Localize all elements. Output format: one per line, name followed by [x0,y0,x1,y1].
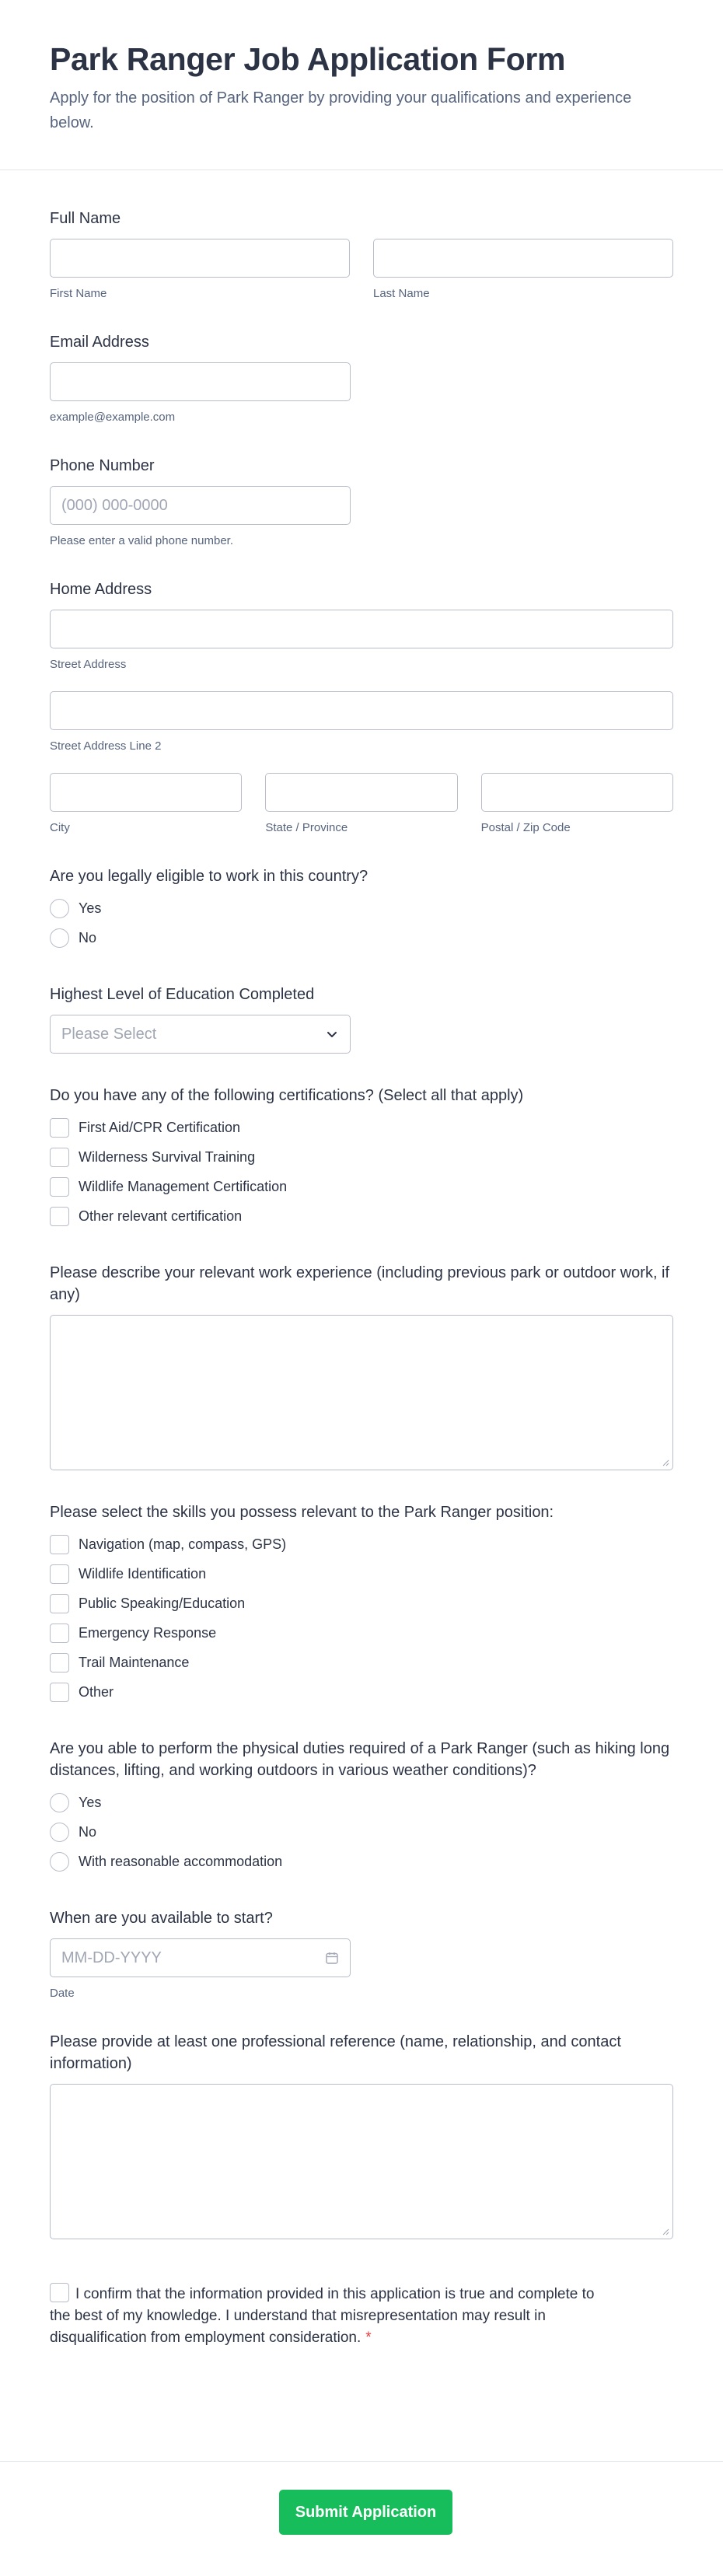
checkbox[interactable] [50,1535,69,1554]
cert-option[interactable] [50,1113,673,1142]
phone-input[interactable] [50,486,351,525]
start-date-label: When are you available to start? [50,1910,273,1927]
option-label: Yes [79,1794,102,1810]
eligibility-field [50,865,673,952]
first-name-input[interactable] [50,239,350,278]
last-name-sublabel: Last Name [373,287,430,300]
radio-button[interactable] [50,928,69,948]
skills-field [50,1501,673,1707]
address-field [50,578,673,834]
checkbox[interactable] [50,1683,69,1702]
street-address-sublabel: Street Address [50,658,127,671]
city-sublabel: City [50,821,70,834]
physical-option-no[interactable] [50,1817,673,1847]
experience-textarea[interactable] [50,1315,673,1470]
option-label: Public Speaking/Education [79,1595,246,1611]
certifications-label: Do you have any of the following certifications? (Select all that apply) [50,1087,524,1104]
skill-option[interactable] [50,1559,673,1589]
phone-label: Phone Number [50,457,155,474]
resize-grip-icon[interactable] [662,1459,669,1466]
radio-button[interactable] [50,1852,69,1872]
email-field [50,331,673,424]
last-name-input[interactable] [373,239,673,278]
phone-sublabel: Please enter a valid phone number. [50,534,233,547]
physical-option-accommodation[interactable] [50,1847,673,1876]
skills-label: Please select the skills you possess relevant to the Park Ranger position: [50,1504,554,1521]
education-placeholder: Please Select [61,1026,157,1043]
phone-placeholder: (000) 000-0000 [61,497,168,514]
form-subtitle: Apply for the position of Park Ranger by providing your qualifications and experience below. [50,89,632,131]
option-label: Yes [79,900,102,916]
full-name-field [50,208,673,300]
street-address-2-sublabel: Street Address Line 2 [50,739,162,753]
chevron-down-icon [325,1027,339,1041]
email-sublabel: example@example.com [50,411,176,424]
full-name-label: Full Name [50,210,121,227]
option-label: Wilderness Survival Training [79,1148,256,1165]
option-label: No [79,1823,97,1840]
experience-label: Please describe your relevant work experience (including previous park or outdoor work, if any) [50,1264,670,1303]
education-select[interactable] [50,1015,351,1054]
education-field [50,984,673,1054]
cert-option[interactable] [50,1172,673,1201]
email-input[interactable] [50,362,351,401]
eligibility-label: Are you legally eligible to work in this country? [50,868,368,885]
experience-field [50,1262,673,1470]
confirmation-checkbox[interactable] [50,2283,69,2302]
resize-grip-icon[interactable] [662,2228,669,2235]
physical-duties-field [50,1738,673,1876]
form-body [0,208,723,2349]
education-label: Highest Level of Education Completed [50,986,315,1003]
eligibility-option-yes[interactable] [50,893,673,923]
calendar-icon[interactable] [325,1951,339,1965]
radio-button[interactable] [50,1823,69,1842]
reference-field [50,2031,673,2239]
checkbox[interactable] [50,1564,69,1584]
confirmation-field [50,2283,617,2349]
checkbox[interactable] [50,1207,69,1226]
start-date-input[interactable] [50,1938,351,1977]
checkbox[interactable] [50,1594,69,1613]
option-label: Wildlife Identification [79,1565,207,1582]
cert-option[interactable] [50,1142,673,1172]
phone-field [50,455,673,547]
option-label: First Aid/CPR Certification [79,1119,241,1135]
street-address-2-input[interactable] [50,691,673,730]
skill-option[interactable] [50,1648,673,1677]
zip-sublabel: Postal / Zip Code [480,821,571,834]
zip-input[interactable] [481,773,673,812]
cert-option[interactable] [50,1201,673,1231]
skill-option[interactable] [50,1589,673,1618]
radio-button[interactable] [50,1793,69,1812]
street-address-input[interactable] [50,610,673,648]
option-label: Emergency Response [79,1624,217,1641]
checkbox[interactable] [50,1624,69,1643]
radio-button[interactable] [50,899,69,918]
option-label: With reasonable accommodation [79,1853,283,1869]
state-input[interactable] [265,773,457,812]
confirmation-label: I confirm that the information provided in this application is true and complete to the best of my knowledge. I understand that misrepresentation may result in disqualification from employment consideration. [50,2286,595,2346]
skill-option[interactable] [50,1529,673,1559]
option-label: Navigation (map, compass, GPS) [79,1536,287,1552]
start-date-placeholder: MM-DD-YYYY [61,1949,162,1966]
reference-textarea[interactable] [50,2084,673,2239]
certifications-field [50,1085,673,1231]
state-sublabel: State / Province [265,821,348,834]
option-label: Wildlife Management Certification [79,1178,288,1194]
option-label: No [79,929,97,945]
checkbox[interactable] [50,1118,69,1138]
eligibility-option-no[interactable] [50,923,673,952]
start-date-sublabel: Date [50,1987,75,2000]
submit-button[interactable]: Submit Application [279,2490,452,2535]
option-label: Other relevant certification [79,1208,243,1224]
city-input[interactable] [50,773,242,812]
physical-duties-label: Are you able to perform the physical duties required of a Park Ranger (such as hiking long distances, lifting, and working outdoors in various weather conditions)? [50,1740,670,1779]
option-label: Trail Maintenance [79,1654,190,1670]
form-header [0,0,723,170]
start-date-field [50,1907,673,2000]
first-name-sublabel: First Name [50,287,107,300]
checkbox[interactable] [50,1177,69,1197]
required-asterisk: * [365,2330,372,2346]
skill-option[interactable] [50,1677,673,1707]
form-footer [0,2461,723,2576]
physical-option-yes[interactable] [50,1788,673,1817]
address-label: Home Address [50,581,152,598]
checkbox[interactable] [50,1148,69,1167]
option-label: Other [79,1683,114,1700]
form-title: Park Ranger Job Application Form [50,41,566,77]
email-label: Email Address [50,334,149,351]
confirmation-text [50,2283,617,2349]
checkbox[interactable] [50,1653,69,1672]
reference-label: Please provide at least one professional reference (name, relationship, and contact information) [50,2033,621,2072]
skill-option[interactable] [50,1618,673,1648]
